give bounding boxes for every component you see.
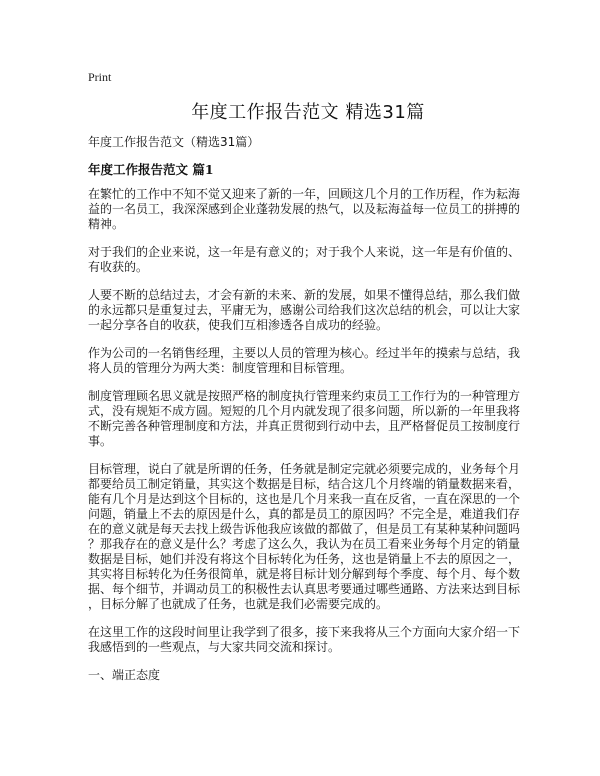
paragraph-line: 在的意义就是每天去找上级告诉他我应该做的都做了，但是员工有某种某种问题吗 (88, 522, 521, 536)
print-link[interactable]: Print (88, 70, 112, 84)
paragraph-line: ，目标分解了也就成了任务，也就是我们必需要完成的。 (88, 597, 389, 611)
paragraph (88, 288, 520, 333)
paragraph-line: 作为公司的一名销售经理，主要以人员的管理为核心。经过半年的摸索与总结，我 (88, 346, 521, 360)
paragraph-line: 在繁忙的工作中不知不觉又迎来了新的一年，回顾这几个月的工作历程，作为耘海 (88, 187, 521, 201)
paragraph-line: 益的一名员工，我深深感到企业蓬勃发展的热气，以及耘海益每一位员工的拼搏的 (88, 202, 521, 216)
paragraph-line: 据、每个细节，并调动员工的积极性去认真思考要通过哪些通路、方法来达到目标 (88, 582, 521, 596)
document-body (88, 187, 520, 696)
paragraph-line: 问题，销量上不去的原因是什么，真的都是员工的原因吗？不完全是，难道我们存 (88, 507, 521, 521)
paragraph (88, 462, 520, 612)
paragraph-line: 式，没有规矩不成方圆。短短的几个月内就发现了很多问题，所以新的一年里我将 (88, 404, 521, 418)
paragraph-line: 将人员的管理分为两大类：制度管理和目标管理。 (88, 361, 353, 375)
paragraph-line: 精神。 (88, 217, 125, 231)
paragraph-line: 事。 (88, 434, 113, 448)
paragraph-line: 目标管理，说白了就是所谓的任务，任务就是制定完就必须要完成的，业务每个月 (88, 462, 521, 476)
paragraph-line: 对于我们的企业来说，这一年是有意义的；对于我个人来说，这一年是有价值的、 (88, 245, 521, 259)
paragraph (88, 668, 520, 683)
paragraph (88, 245, 520, 275)
paragraph-line: 的永远都只是重复过去，平庸无为，感谢公司给我们这次总结的机会，可以让大家 (88, 303, 521, 317)
paragraph-line: 人要不断的总结过去，才会有新的未来、新的发展，如果不懂得总结，那么我们做 (88, 288, 521, 302)
paragraph-line: 一、端正态度 (88, 668, 161, 682)
paragraph-line: 有收获的。 (88, 260, 149, 274)
paragraph (88, 389, 520, 449)
paragraph-line: 其实将目标转化为任务很简单，就是将目标计划分解到每个季度、每个月、每个数 (88, 567, 521, 581)
paragraph-line: 不断完善各种管理制度和方法，并真正贯彻到行动中去，且严格督促员工按制度行 (88, 419, 521, 433)
paragraph-line: ？那我存在的意义是什么？考虑了这么久，我认为在员工看来业务每个月定的销量 (88, 537, 521, 551)
paragraph (88, 346, 520, 376)
paragraph (88, 625, 520, 655)
page-title: 年度工作报告范文 精选31篇 (191, 102, 425, 123)
paragraph-line: 能有几个月是达到这个目标的，这也是几个月来我一直在反省，一直在深思的一个 (88, 492, 521, 506)
paragraph-line: 制度管理顾名思义就是按照严格的制度执行管理来约束员工工作行为的一种管理方 (88, 389, 521, 403)
paragraph-line: 我感悟到的一些观点，与大家共同交流和探讨。 (88, 640, 341, 654)
paragraph-line: 一起分享各自的收获，使我们互相渗透各自成功的经验。 (88, 318, 389, 332)
paragraph (88, 187, 520, 232)
section-heading: 年度工作报告范文 篇1 (88, 162, 214, 177)
paragraph-line: 在这里工作的这段时间里让我学到了很多，接下来我将从三个方面向大家介绍一下 (88, 625, 521, 639)
paragraph-line: 数据是目标，她们并没有将这个目标转化为任务，这也是销量上不去的原因之一， (88, 552, 521, 566)
paragraph-line: 都要给员工制定销量，其实这个数据是目标，结合这几个月终端的销量数据来看， (88, 477, 521, 491)
document-subtitle: 年度工作报告范文（精选31篇） (88, 135, 260, 149)
